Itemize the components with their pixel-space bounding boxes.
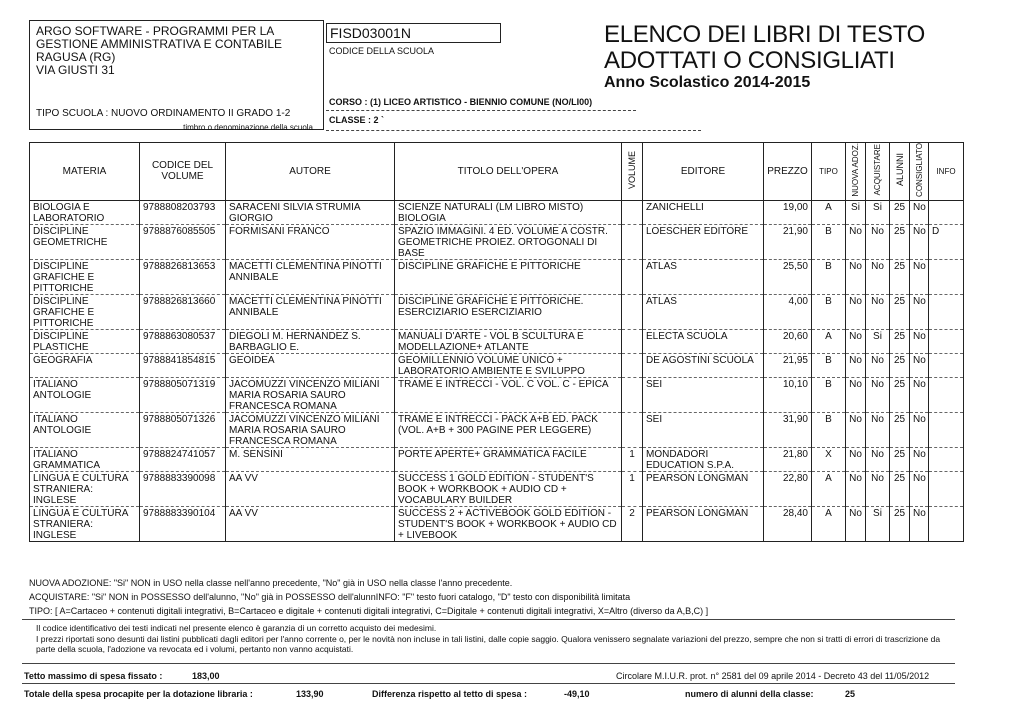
cell-acquistare: No (866, 471, 890, 506)
cell-titolo: SUCCESS 2 + ACTIVEBOOK GOLD EDITION - STUDENT'S BOOK + WORKBOOK + AUDIO CD + LIVEBOOK (395, 506, 622, 541)
cell-consigliato: No (910, 353, 929, 377)
cell-info (929, 447, 964, 471)
cell-nuova: No (846, 447, 866, 471)
school-line: ARGO SOFTWARE - PROGRAMMI PER LA (36, 24, 275, 38)
cell-prezzo: 21,95 (764, 353, 812, 377)
cell-autore: MACETTI CLEMENTINA PINOTTI ANNIBALE (226, 294, 395, 329)
cell-prezzo: 21,80 (764, 447, 812, 471)
cell-tipo: B (812, 259, 846, 294)
divider (326, 130, 701, 131)
cell-autore: JACOMUZZI VINCENZO MILIANI MARIA ROSARIA SAURO FRANCESCA ROMANA (226, 377, 395, 412)
cell-materia: LINGUA E CULTURA STRANIERA: INGLESE (30, 506, 140, 541)
school-type: TIPO SCUOLA : NUOVO ORDINAMENTO II GRADO 1-2 (36, 108, 291, 119)
header-acquistare (866, 143, 890, 201)
header-consigliato (910, 143, 929, 201)
cell-info (929, 294, 964, 329)
cell-materia: LINGUA E CULTURA STRANIERA: INGLESE (30, 471, 140, 506)
cell-autore: AA VV (226, 506, 395, 541)
cell-editore: ATLAS (643, 259, 764, 294)
table-row (30, 200, 964, 224)
page-title (604, 22, 925, 74)
cell-titolo: TRAME E INTRECCI - PACK A+B ED. PACK (VOL. A+B + 300 PAGINE PER LEGGERE) (395, 412, 622, 447)
circolare-ref: Circolare M.I.U.R. prot. n° 2581 del 09 aprile 2014 - Decreto 43 del 11/05/2012 (616, 671, 930, 681)
cell-alunni: 25 (890, 471, 910, 506)
cell-consigliato: No (910, 506, 929, 541)
cell-materia: DISCIPLINE GRAFICHE E PITTORICHE (30, 294, 140, 329)
cell-alunni: 25 (890, 294, 910, 329)
cell-codice: 9788826813653 (140, 259, 226, 294)
cell-titolo: DISCIPLINE GRAFICHE E PITTORICHE (395, 259, 622, 294)
school-name (36, 25, 282, 77)
cell-prezzo: 21,90 (764, 224, 812, 259)
course-label: CORSO : (1) LICEO ARTISTICO - BIENNIO COMUNE (NO/LI00) (329, 97, 593, 107)
cell-info (929, 353, 964, 377)
cell-alunni: 25 (890, 224, 910, 259)
school-stamp-box (29, 20, 324, 130)
table-row (30, 412, 964, 447)
cell-tipo: B (812, 294, 846, 329)
cell-nuova: No (846, 294, 866, 329)
cell-alunni: 25 (890, 377, 910, 412)
cell-info (929, 506, 964, 541)
cell-nuova: No (846, 353, 866, 377)
table-row (30, 294, 964, 329)
note-nuova-adozione: NUOVA ADOZIONE: "Si" NON in USO nella classe nell'anno precedente, "No" già in USO nella classe l'anno precedente. (29, 578, 513, 588)
table-row (30, 447, 964, 471)
class-label: CLASSE : 2 ` (329, 115, 385, 125)
header-tipo: TIPO (812, 143, 846, 201)
cell-prezzo: 22,80 (764, 471, 812, 506)
header-codice: CODICE DEL VOLUME (140, 143, 226, 201)
cell-consigliato: No (910, 224, 929, 259)
header-prezzo: PREZZO (764, 143, 812, 201)
cell-codice: 9788883390098 (140, 471, 226, 506)
cell-volume: 1 (622, 471, 643, 506)
cell-volume (622, 294, 643, 329)
cell-editore: LOESCHER EDITORE (643, 224, 764, 259)
school-year: Anno Scolastico 2014-2015 (604, 74, 811, 91)
cell-editore: PEARSON LONGMAN (643, 506, 764, 541)
cell-prezzo: 19,00 (764, 200, 812, 224)
cell-materia: BIOLOGIA E LABORATORIO (30, 200, 140, 224)
cell-alunni: 25 (890, 447, 910, 471)
header-titolo: TITOLO DELL'OPERA (395, 143, 622, 201)
header-volume-text: VOLUME (627, 150, 637, 189)
cell-tipo: B (812, 377, 846, 412)
cell-tipo: A (812, 200, 846, 224)
cell-prezzo: 28,40 (764, 506, 812, 541)
cell-editore: ZANICHELLI (643, 200, 764, 224)
cell-tipo: B (812, 412, 846, 447)
cell-titolo: SPAZIO IMMAGINI. 4 ED. VOLUME A COSTR. GEOMETRICHE PROIEZ. ORTOGONALI DI BASE (395, 224, 622, 259)
cell-alunni: 25 (890, 329, 910, 353)
cell-materia: DISCIPLINE PLASTICHE (30, 329, 140, 353)
cell-titolo: SCIENZE NATURALI (LM LIBRO MISTO) BIOLOGIA (395, 200, 622, 224)
cell-alunni: 25 (890, 200, 910, 224)
header-volume (622, 143, 643, 201)
header-nuova (846, 143, 866, 201)
cell-nuova: No (846, 506, 866, 541)
cell-volume (622, 353, 643, 377)
header-autore: AUTORE (226, 143, 395, 201)
cell-volume (622, 412, 643, 447)
header-materia: MATERIA (30, 143, 140, 201)
cell-acquistare: Si (866, 329, 890, 353)
cell-alunni: 25 (890, 412, 910, 447)
school-code-label: CODICE DELLA SCUOLA (329, 46, 435, 56)
alunni-label: numero di alunni della classe: (685, 689, 814, 699)
table-row (30, 259, 964, 294)
cell-tipo: A (812, 471, 846, 506)
cell-editore: ELECTA SCUOLA (643, 329, 764, 353)
table-row (30, 353, 964, 377)
cell-editore: PEARSON LONGMAN (643, 471, 764, 506)
cell-editore: DE AGOSTINI SCUOLA (643, 353, 764, 377)
cell-editore: SEI (643, 412, 764, 447)
cell-autore: FORMISANI FRANCO (226, 224, 395, 259)
cell-tipo: X (812, 447, 846, 471)
note-tipo: TIPO: [ A=Cartaceo + contenuti digitali integrativi, B=Cartaceo e digitale + contenuti digitali integrativi, C=Digitale + contenuti digitali integrativi, X=Altro (diverso da A,B,C) ] (29, 606, 709, 616)
cell-codice: 9788805071326 (140, 412, 226, 447)
header-acquistare-text: ACQUISTARE (873, 144, 882, 196)
alunni-value: 25 (845, 689, 856, 699)
differenza-value: -49,10 (564, 689, 590, 699)
cell-materia: GEOGRAFIA (30, 353, 140, 377)
cell-info: D (929, 224, 964, 259)
school-line: VIA GIUSTI 31 (36, 63, 115, 77)
tetto-label: Tetto massimo di spesa fissato : (24, 671, 163, 681)
cell-info (929, 471, 964, 506)
cell-autore: MACETTI CLEMENTINA PINOTTI ANNIBALE (226, 259, 395, 294)
books-table (29, 142, 964, 542)
cell-nuova: No (846, 377, 866, 412)
cell-acquistare: No (866, 224, 890, 259)
cell-materia: ITALIANO ANTOLOGIE (30, 377, 140, 412)
cell-materia: DISCIPLINE GEOMETRICHE (30, 224, 140, 259)
table-row (30, 329, 964, 353)
cell-acquistare: No (866, 412, 890, 447)
cell-titolo: GEOMILLENNIO VOLUME UNICO + LABORATORIO AMBIENTE E SVILUPPO (395, 353, 622, 377)
cell-codice: 9788863080537 (140, 329, 226, 353)
differenza-label: Differenza rispetto al tetto di spesa : (372, 689, 528, 699)
cell-titolo: PORTE APERTE+ GRAMMATICA FACILE (395, 447, 622, 471)
cell-nuova: No (846, 412, 866, 447)
cell-materia: DISCIPLINE GRAFICHE E PITTORICHE (30, 259, 140, 294)
cell-titolo: SUCCESS 1 GOLD EDITION - STUDENT'S BOOK + WORKBOOK + AUDIO CD + VOCABULARY BUILDER (395, 471, 622, 506)
table-row (30, 506, 964, 541)
divider (326, 110, 636, 111)
cell-codice: 9788883390104 (140, 506, 226, 541)
stamp-caption: timbro o denominazione della scuola (183, 123, 313, 132)
cell-acquistare: No (866, 377, 890, 412)
cell-codice: 9788876085505 (140, 224, 226, 259)
cell-consigliato: No (910, 412, 929, 447)
cell-codice: 9788808203793 (140, 200, 226, 224)
header-alunni (890, 143, 910, 201)
table-header-row (30, 143, 964, 201)
cell-consigliato: No (910, 329, 929, 353)
cell-codice: 9788805071319 (140, 377, 226, 412)
cell-info (929, 377, 964, 412)
cell-autore: M. SENSINI (226, 447, 395, 471)
cell-consigliato: No (910, 259, 929, 294)
cell-consigliato: No (910, 200, 929, 224)
school-line: RAGUSA (RG) (36, 50, 116, 64)
cell-consigliato: No (910, 447, 929, 471)
cell-volume (622, 259, 643, 294)
cell-autore: SARACENI SILVIA STRUMIA GIORGIO (226, 200, 395, 224)
cell-tipo: A (812, 329, 846, 353)
note-acquistare: ACQUISTARE: "Si" NON in POSSESSO dell'alunno, "No" già in POSSESSO dell'alunnINFO: "F" testo fuori catalogo, "D" testo con disponibilità limitata (29, 592, 631, 602)
cell-codice: 9788826813660 (140, 294, 226, 329)
cell-prezzo: 31,90 (764, 412, 812, 447)
cell-volume: 1 (622, 447, 643, 471)
cell-acquistare: No (866, 353, 890, 377)
header-nuova-text: NUOVA ADOZ. (851, 143, 860, 197)
cell-acquistare: No (866, 259, 890, 294)
cell-acquistare: No (866, 447, 890, 471)
cell-info (929, 200, 964, 224)
header-editore: EDITORE (643, 143, 764, 201)
cell-info (929, 259, 964, 294)
divider (22, 663, 955, 664)
cell-consigliato: No (910, 377, 929, 412)
cell-autore: JACOMUZZI VINCENZO MILIANI MARIA ROSARIA SAURO FRANCESCA ROMANA (226, 412, 395, 447)
cell-volume (622, 377, 643, 412)
cell-consigliato: No (910, 471, 929, 506)
cell-nuova: No (846, 329, 866, 353)
cell-nuova: No (846, 224, 866, 259)
header-alunni-text: ALUNNI (894, 153, 905, 187)
cell-editore: SEI (643, 377, 764, 412)
totale-value: 133,90 (296, 689, 324, 699)
cell-info (929, 412, 964, 447)
cell-volume (622, 224, 643, 259)
header-consigliato-text: CONSIGLIATO (914, 143, 924, 197)
cell-alunni: 25 (890, 259, 910, 294)
cell-titolo: DISCIPLINE GRAFICHE E PITTORICHE. ESERCIZIARIO ESERCIZIARIO (395, 294, 622, 329)
school-line: GESTIONE AMMINISTRATIVA E CONTABILE (36, 37, 283, 51)
cell-alunni: 25 (890, 506, 910, 541)
note-prezzi: I prezzi riportati sono desunti dai listini pubblicati dagli editori per l'anno corrente o, per le novità non incluse in tali listini, dalle copie saggio. Qualora venissero segnalate variazioni del prezzo, sempre che non si tratti di errori di trascrizione da parte della scuola, l'adozione va revocata ed i volumi, pertanto non vanno acquistati. (36, 634, 941, 654)
cell-volume (622, 329, 643, 353)
cell-autore: DIEGOLI M. HERNANDEZ S. BARBAGLIO E. (226, 329, 395, 353)
cell-alunni: 25 (890, 353, 910, 377)
table-row (30, 224, 964, 259)
cell-titolo: TRAME E INTRECCI - VOL. C VOL. C - EPICA (395, 377, 622, 412)
cell-prezzo: 4,00 (764, 294, 812, 329)
cell-codice: 9788824741057 (140, 447, 226, 471)
cell-titolo: MANUALI D'ARTE - VOL B SCULTURA E MODELLAZIONE+ ATLANTE (395, 329, 622, 353)
header-info: INFO (929, 143, 964, 201)
cell-materia: ITALIANO ANTOLOGIE (30, 412, 140, 447)
note-codice: Il codice identificativo dei testi indicati nel presente elenco è garanzia di un corretto acquisto dei medesimi. (36, 623, 437, 633)
cell-tipo: B (812, 224, 846, 259)
cell-nuova: Si (846, 200, 866, 224)
cell-consigliato: No (910, 294, 929, 329)
cell-nuova: No (846, 259, 866, 294)
table-row (30, 377, 964, 412)
tetto-value: 183,00 (192, 671, 220, 681)
cell-editore: MONDADORI EDUCATION S.P.A. (643, 447, 764, 471)
cell-autore: GEOIDEA (226, 353, 395, 377)
cell-autore: AA VV (226, 471, 395, 506)
title-line: ADOTTATI O CONSIGLIATI (604, 47, 895, 74)
divider (22, 683, 955, 684)
cell-tipo: B (812, 353, 846, 377)
cell-acquistare: Si (866, 200, 890, 224)
cell-editore: ATLAS (643, 294, 764, 329)
cell-acquistare: No (866, 294, 890, 329)
cell-prezzo: 20,60 (764, 329, 812, 353)
cell-prezzo: 25,50 (764, 259, 812, 294)
cell-info (929, 329, 964, 353)
cell-materia: ITALIANO GRAMMATICA (30, 447, 140, 471)
title-line: ELENCO DEI LIBRI DI TESTO (604, 21, 926, 48)
cell-tipo: A (812, 506, 846, 541)
cell-volume (622, 200, 643, 224)
cell-prezzo: 10,10 (764, 377, 812, 412)
totale-label: Totale della spesa procapite per la dotazione libraria : (24, 689, 253, 699)
cell-codice: 9788841854815 (140, 353, 226, 377)
cell-acquistare: Si (866, 506, 890, 541)
cell-nuova: No (846, 471, 866, 506)
school-code: FISD03001N (326, 23, 501, 43)
cell-volume: 2 (622, 506, 643, 541)
divider (22, 619, 955, 620)
table-row (30, 471, 964, 506)
